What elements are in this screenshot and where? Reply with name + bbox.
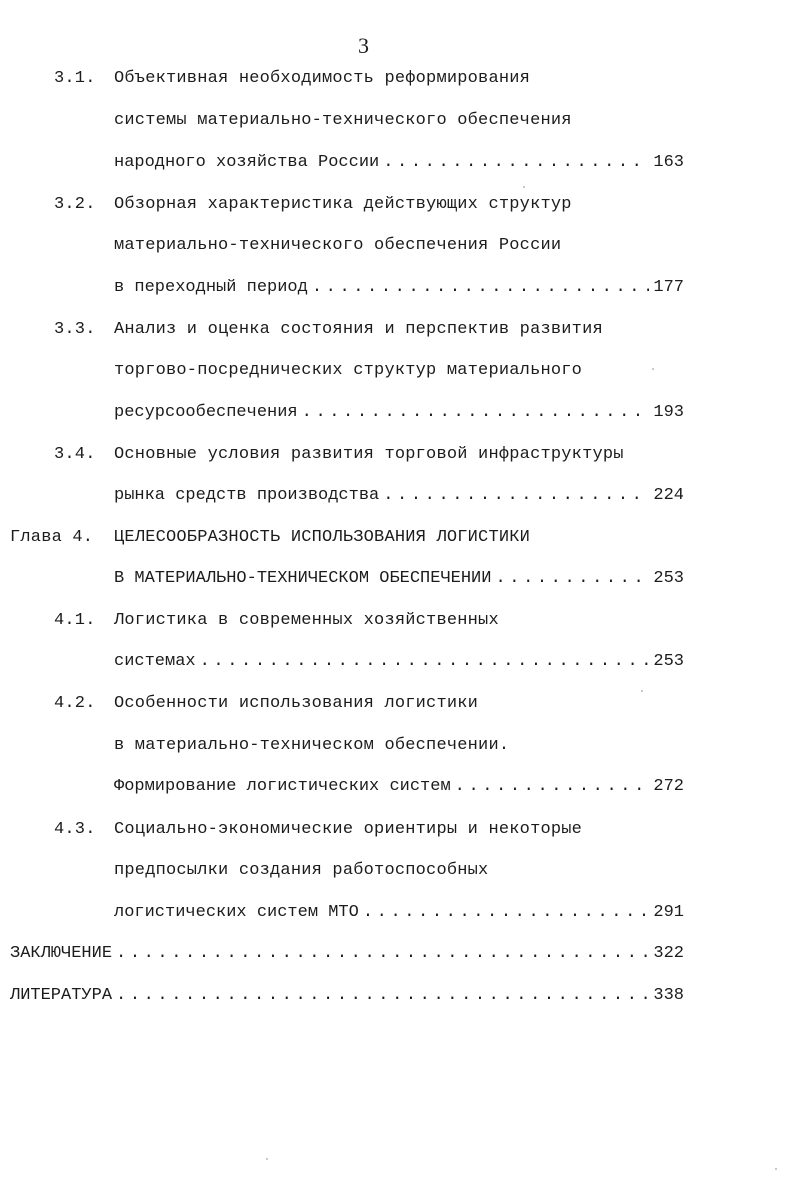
leader-dots [383, 483, 649, 509]
leader-dots [200, 649, 650, 675]
toc-section-title-line: Логистика в современных хозяйственных [114, 611, 499, 630]
toc-section-title-line: ресурсообеспечения [114, 403, 298, 422]
toc-section-title-line: системах [114, 652, 196, 671]
scan-speck [641, 690, 643, 692]
toc-chapter-title-line: В МАТЕРИАЛЬНО-ТЕХНИЧЕСКОМ ОБЕСПЕЧЕНИИ [114, 569, 492, 588]
toc-page-number: 177 [653, 278, 684, 297]
toc-section-title-line: Формирование логистических систем [114, 777, 451, 796]
toc-entry-line [114, 400, 684, 426]
scan-speck [523, 186, 525, 188]
toc-back-matter-title: ЛИТЕРАТУРА [10, 986, 113, 1005]
toc-entry-line [114, 566, 684, 592]
toc-section-number: 4.2. [54, 694, 96, 713]
toc-entry-line [114, 275, 684, 301]
toc-back-matter-title: ЗАКЛЮЧЕНИЕ [10, 944, 113, 963]
toc-page-number: 224 [653, 486, 684, 505]
toc-section-title-line: Особенности использования логистики [114, 694, 479, 713]
leader-dots [455, 774, 650, 800]
scan-speck [775, 1168, 777, 1170]
toc-section-title-line: Объективная необходимость реформирования [114, 69, 531, 88]
toc-section-title-line: Социально-экономические ориентиры и некоторые [114, 820, 583, 839]
toc-section-title-line: системы материально-технического обеспечения [114, 111, 572, 130]
toc-section-number: 3.4. [54, 445, 96, 464]
toc-entry-line [114, 900, 684, 926]
leader-dots [383, 150, 649, 176]
toc-page-number: 322 [653, 944, 684, 963]
toc-section-number: 3.3. [54, 320, 96, 339]
toc-entry-line [114, 150, 684, 176]
toc-section-number: 3.2. [54, 195, 96, 214]
leader-dots [116, 983, 649, 1009]
toc-section-title-line: торгово-посреднических структур материального [114, 361, 583, 380]
scan-speck [266, 1158, 268, 1160]
toc-section-number: 3.1. [54, 69, 96, 88]
toc-section-number: 4.3. [54, 820, 96, 839]
toc-section-title-line: в материально-техническом обеспечении. [114, 736, 510, 755]
toc-chapter-number: Глава 4. [10, 528, 94, 547]
toc-page-number: 253 [653, 652, 684, 671]
toc-section-title-line: материально-технического обеспечения России [114, 236, 562, 255]
toc-section-title-line: в переходный период [114, 278, 308, 297]
toc-page-number: 272 [653, 777, 684, 796]
toc-chapter-title-line: ЦЕЛЕСООБРАЗНОСТЬ ИСПОЛЬЗОВАНИЯ ЛОГИСТИКИ [114, 528, 531, 547]
leader-dots [312, 275, 650, 301]
toc-back-matter-entry [10, 941, 684, 967]
toc-section-title-line: предпосылки создания работоспособных [114, 861, 489, 880]
toc-section-number: 4.1. [54, 611, 96, 630]
leader-dots [302, 400, 650, 426]
toc-section-title-line: Основные условия развития торговой инфраструктуры [114, 445, 624, 464]
page-number: 3 [358, 33, 369, 58]
toc-section-title-line: рынка средств производства [114, 486, 380, 505]
toc-section-title-line: народного хозяйства России [114, 153, 380, 172]
toc-section-title-line: Обзорная характеристика действующих структур [114, 195, 572, 214]
toc-section-title-line: Анализ и оценка состояния и перспектив развития [114, 320, 603, 339]
toc-section-title-line: логистических систем МТО [114, 903, 359, 922]
leader-dots [495, 566, 649, 592]
toc-back-matter-entry [10, 983, 684, 1009]
toc-page-number: 193 [653, 403, 684, 422]
toc-entry-line [114, 774, 684, 800]
toc-entry-line [114, 483, 684, 509]
toc-entry-line [114, 649, 684, 675]
scan-speck [652, 368, 654, 370]
toc-page-number: 338 [653, 986, 684, 1005]
toc-page-number: 291 [653, 903, 684, 922]
toc-page-number: 253 [653, 569, 684, 588]
leader-dots [363, 900, 650, 926]
leader-dots [116, 941, 649, 967]
toc-page-number: 163 [653, 153, 684, 172]
